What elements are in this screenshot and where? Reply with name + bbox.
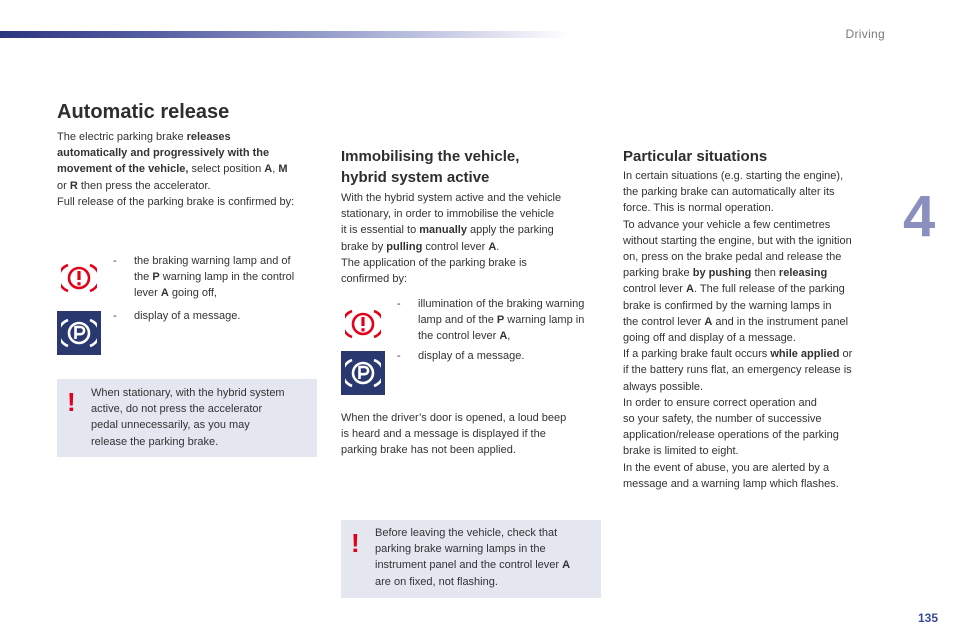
bullet-text: [134, 253, 324, 302]
bullet-dash: -: [113, 255, 117, 267]
automatic-release-title: Automatic release: [57, 101, 230, 123]
text-line: the control lever A and in the instrument panel: [623, 315, 849, 328]
text-line: on, press on the brake pedal and release the: [623, 251, 842, 264]
exclamation-icon: !: [351, 528, 360, 558]
text-line: the parking brake can automatically alter its: [623, 186, 835, 199]
text-line: so your safety, the number of successive: [623, 413, 822, 426]
text-line: If a parking brake fault occurs while applied or: [623, 348, 853, 361]
text-line: In the event of abuse, you are alerted by a: [623, 461, 830, 474]
immobilising-intro: [341, 190, 611, 287]
text-line: Before leaving the vehicle, check that: [375, 527, 558, 539]
text-line: the braking warning lamp and of: [134, 255, 291, 267]
chapter-number: 4: [903, 184, 936, 249]
bullet-dash: -: [113, 310, 117, 322]
text-line: When the driver’s door is opened, a loud beep: [341, 412, 567, 424]
text-line: are on fixed, not flashing.: [375, 575, 498, 588]
text-line: illumination of the braking warning: [418, 298, 585, 310]
text-line: parking brake has not been applied.: [341, 444, 516, 457]
exclamation-icon: !: [67, 387, 76, 417]
text-line: parking brake by pushing then releasing: [623, 267, 828, 280]
text-line: movement of the vehicle, select position A, M: [57, 163, 288, 176]
brake-warning-icon: [57, 256, 101, 300]
stationary-warning-note: [57, 379, 317, 457]
parking-p-icon: [57, 311, 101, 355]
bullet-text: [418, 348, 608, 364]
text-line: is heard and a message is displayed if the: [341, 428, 546, 441]
text-line: active, do not press the accelerator: [91, 403, 263, 416]
brake-warning-icon: [341, 302, 385, 346]
text-line: With the hybrid system active and the vehicle: [341, 192, 562, 204]
particular-situations-title: Particular situations: [623, 148, 768, 165]
text-line: the P warning lamp in the control: [134, 271, 295, 284]
note-text: [91, 385, 313, 450]
door-open-text: [341, 410, 611, 459]
text-line: message and a warning lamp which flashes.: [623, 477, 839, 490]
text-line: or R then press the accelerator.: [57, 179, 211, 192]
text-line: brake is confirmed by the warning lamps in: [623, 299, 832, 312]
immobilising-title-line2: hybrid system active: [341, 169, 490, 186]
text-line: lamp and of the P warning lamp in: [418, 314, 585, 327]
text-line: release the parking brake.: [91, 435, 219, 448]
text-line: instrument panel and the control lever A: [375, 559, 571, 572]
page-number: 135: [917, 611, 938, 625]
before-leaving-note: [341, 520, 601, 598]
bullet-dash: -: [397, 298, 401, 310]
text-line: pedal unnecessarily, as you may: [91, 419, 250, 432]
text-line: display of a message.: [134, 310, 241, 322]
header-gradient-bar: [0, 31, 570, 38]
bullet-dash: -: [397, 350, 401, 362]
text-line: lever A going off,: [134, 287, 217, 300]
text-line: brake is limited to eight.: [623, 445, 739, 458]
parking-p-icon: [341, 351, 385, 395]
text-line: parking brake warning lamps in the: [375, 543, 546, 556]
bullet-text: [134, 308, 324, 324]
text-line: Full release of the parking brake is confirmed by:: [57, 195, 295, 208]
text-line: confirmed by:: [341, 273, 408, 286]
text-line: To advance your vehicle a few centimetres: [623, 218, 831, 231]
text-line: automatically and progressively with the: [57, 147, 270, 160]
text-line: The application of the parking brake is: [341, 256, 527, 269]
text-line: control lever A. The full release of the parking: [623, 283, 845, 296]
text-line: brake by pulling control lever A.: [341, 240, 500, 253]
bullet-text: [418, 296, 608, 345]
text-line: if the battery runs flat, an emergency release is: [623, 364, 852, 377]
section-name: Driving: [845, 27, 885, 41]
text-line: force. This is normal operation.: [623, 202, 774, 215]
text-line: without starting the engine, but with the ignition: [623, 234, 852, 247]
immobilising-title-line1: Immobilising the vehicle,: [341, 148, 520, 165]
particular-situations-body: [623, 168, 888, 492]
text-line: it is essential to manually apply the parking: [341, 224, 554, 237]
text-line: stationary, in order to immobilise the vehicle: [341, 208, 555, 221]
text-line: going off and display of a message.: [623, 332, 796, 345]
text-line: always possible.: [623, 380, 704, 393]
automatic-release-intro: [57, 129, 327, 210]
text-line: In order to ensure correct operation and: [623, 396, 817, 409]
text-line: display of a message.: [418, 350, 525, 362]
text-line: The electric parking brake releases: [57, 131, 231, 143]
text-line: In certain situations (e.g. starting the engine),: [623, 170, 844, 182]
note-text: [375, 525, 597, 590]
text-line: When stationary, with the hybrid system: [91, 387, 285, 399]
text-line: application/release operations of the parking: [623, 429, 839, 442]
text-line: the control lever A,: [418, 330, 511, 343]
